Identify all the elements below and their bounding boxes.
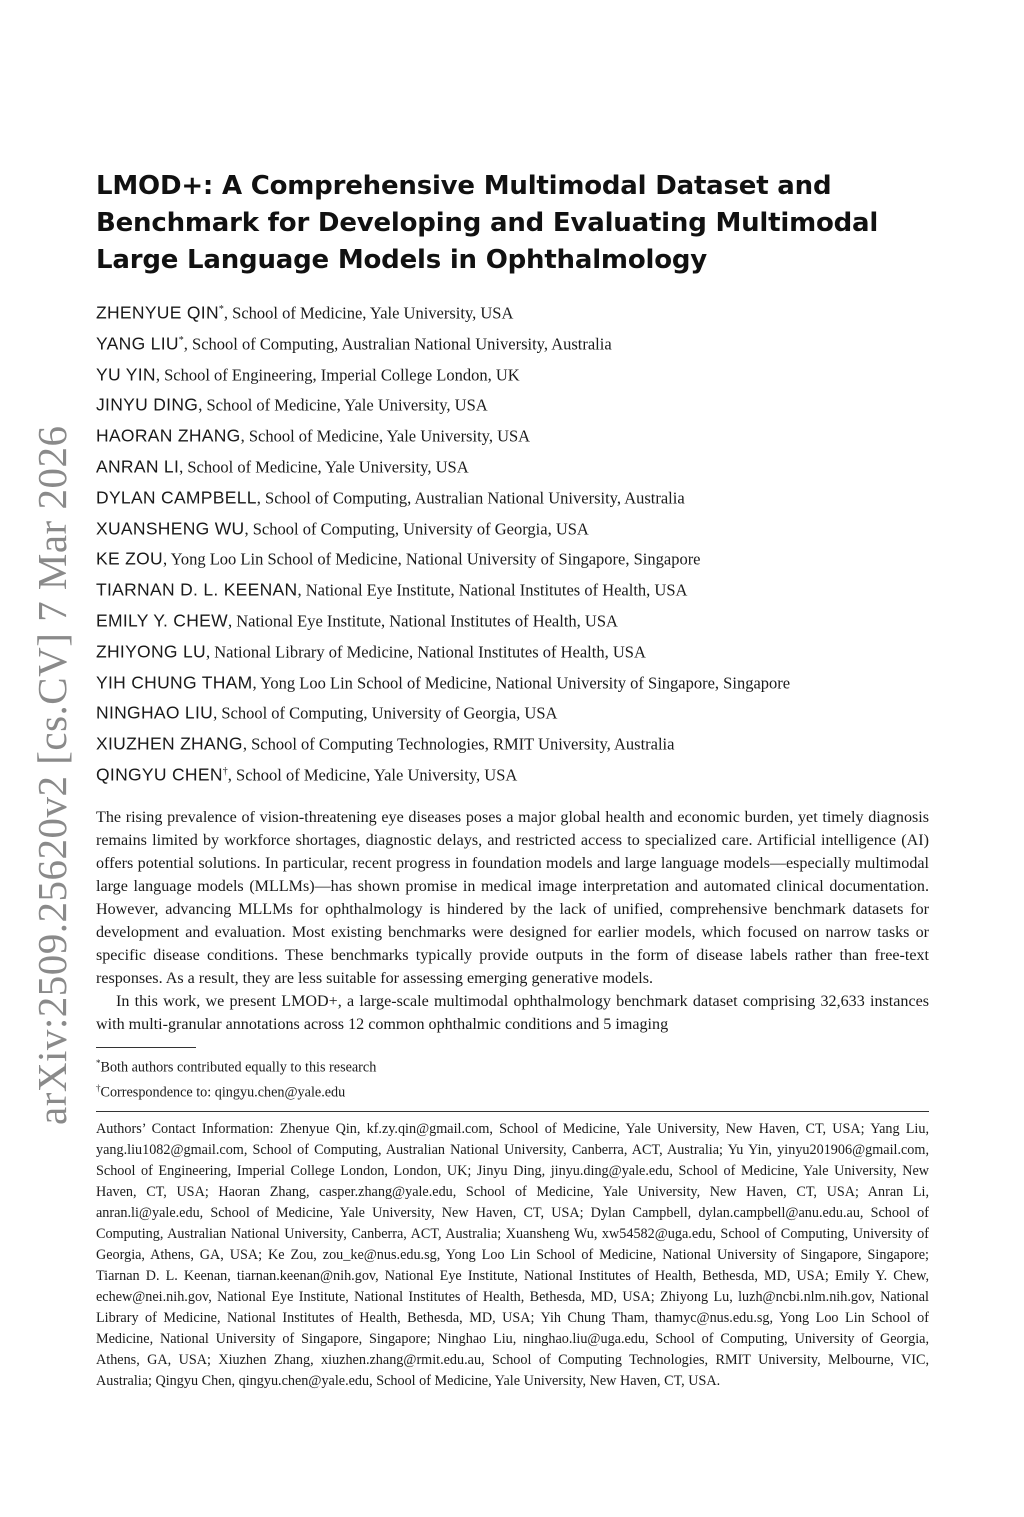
- author-affiliation: , School of Medicine, Yale University, USA: [179, 457, 469, 477]
- author-name: KE ZOU: [96, 548, 163, 569]
- author-name: YU YIN: [96, 364, 156, 385]
- author-affiliation: , Yong Loo Lin School of Medicine, National University of Singapore, Singapore: [252, 673, 791, 693]
- footnotes: [96, 1053, 929, 1104]
- author-name: XIUZHEN ZHANG: [96, 733, 243, 754]
- footnote-mark: †: [96, 1083, 101, 1094]
- author-entry: [96, 727, 929, 758]
- author-affiliation: , School of Computing, University of Georgia, USA: [244, 519, 589, 539]
- footnote-equal-contribution: [96, 1053, 929, 1079]
- abstract: [96, 806, 929, 1036]
- author-name: YANG LIU: [96, 333, 179, 354]
- author-affiliation: , National Library of Medicine, National Institutes of Health, USA: [205, 642, 646, 662]
- author-entry: [96, 696, 929, 727]
- authors-contact-information: Authors’ Contact Information: Zhenyue Qin, kf.zy.qin@gmail.com, School of Medicine, Yale University, New Haven, CT, USA; Yang Liu, yang.liu1082@gmail.com, School of Computing, Australian National University, Canberra, ACT, Australia; Yu Yin, yinyu201906@gmail.com, School of Engineering, Imperial College London, London, UK; Jinyu Ding, jinyu.ding@yale.edu, School of Medicine, Yale University, New Haven, CT, USA; Haoran Zhang, casper.zhang@yale.edu, School of Medicine, Yale University, New Haven, CT, USA; Anran Li, anran.li@yale.edu, School of Medicine, Yale University, New Haven, CT, USA; Dylan Campbell, dylan.campbell@anu.edu.au, School of Computing, Australian National University, Canberra, ACT, Australia; Xuansheng Wu, xw54582@uga.edu, School of Computing, University of Georgia, Athens, GA, USA; Ke Zou, zou_ke@nus.edu.sg, Yong Loo Lin School of Medicine, National University of Singapore, Singapore; Tiarnan D. L. Keenan, tiarnan.keenan@nih.gov, National Eye Institute, National Institutes of Health, Bethesda, MD, USA; Emily Y. Chew, echew@nei.nih.gov, National Eye Institute, National Institutes of Health, Bethesda, MD, USA; Zhiyong Lu, luzh@ncbi.nlm.nih.gov, National Library of Medicine, National Institutes of Health, Bethesda, MD, USA; Yih Chung Tham, thamyc@nus.edu.sg, Yong Loo Lin School of Medicine, National University of Singapore, Singapore; Ninghao Liu, ninghao.liu@uga.edu, School of Computing, University of Georgia, Athens, GA, USA; Xiuzhen Zhang, xiuzhen.zhang@rmit.edu.au, School of Computing Technologies, RMIT University, Melbourne, VIC, Australia; Qingyu Chen, qingyu.chen@yale.edu, School of Medicine, Yale University, New Haven, CT, USA.: [96, 1121, 929, 1390]
- author-entry: [96, 758, 929, 789]
- contact-info-rule: [96, 1111, 929, 1112]
- author-entry: [96, 296, 929, 327]
- author-affiliation: , School of Engineering, Imperial College London, UK: [155, 365, 520, 385]
- footnote-correspondence: [96, 1078, 929, 1104]
- author-affiliation: , School of Computing, Australian National University, Australia: [256, 488, 685, 508]
- author-affiliation: , School of Medicine, Yale University, USA: [198, 395, 488, 415]
- author-name: HAORAN ZHANG: [96, 425, 241, 446]
- author-name: QINGYU CHEN: [96, 764, 223, 785]
- author-entry: [96, 542, 929, 573]
- author-mark: †: [222, 765, 228, 777]
- author-affiliation: , School of Computing, University of Georgia, USA: [213, 703, 558, 723]
- author-entry: [96, 327, 929, 358]
- author-name: ZHIYONG LU: [96, 641, 206, 662]
- author-entry: [96, 666, 929, 697]
- abstract-paragraph-2: In this work, we present LMOD+, a large-scale multimodal ophthalmology benchmark dataset comprising 32,633 instances with multi-granular annotations across 12 common ophthalmic conditions and 5 imaging: [96, 992, 929, 1033]
- author-entry: [96, 419, 929, 450]
- author-affiliation: , School of Medicine, Yale University, USA: [240, 426, 531, 446]
- author-mark: *: [178, 334, 184, 346]
- author-affiliation: , National Eye Institute, National Institutes of Health, USA: [297, 580, 688, 600]
- author-name: ANRAN LI: [96, 456, 180, 477]
- author-affiliation: , School of Computing, Australian National University, Australia: [183, 334, 612, 354]
- author-name: EMILY Y. CHEW: [96, 610, 228, 631]
- author-name: XUANSHENG WU: [96, 518, 245, 539]
- author-affiliation: , School of Computing Technologies, RMIT University, Australia: [242, 734, 675, 754]
- author-affiliation: , National Eye Institute, National Institutes of Health, USA: [227, 611, 618, 631]
- author-entry: [96, 604, 929, 635]
- abstract-paragraph-1: The rising prevalence of vision-threatening eye diseases poses a major global health and economic burden, yet timely diagnosis remains limited by workforce shortages, diagnostic delays, and restricted access to specialized care. Artificial intelligence (AI) offers potential solutions. In particular, recent progress in foundation models and large language models—especially multimodal large language models (MLLMs)—has shown promise in medical image interpretation and automated clinical documentation. However, advancing MLLMs for ophthalmology is hindered by the lack of unified, comprehensive benchmark datasets for development and evaluation. Most existing benchmarks were designed for earlier models, which focused on narrow tasks or specific disease conditions. These benchmarks typically provide outputs in the form of disease labels rather than free-text responses. As a result, they are less suitable for assessing emerging generative models.: [96, 808, 929, 987]
- footnote-text: Both authors contributed equally to this research: [100, 1059, 377, 1076]
- footnote-text: Correspondence to: qingyu.chen@yale.edu: [100, 1085, 346, 1102]
- author-entry: [96, 512, 929, 543]
- author-mark: *: [218, 304, 224, 315]
- author-name: TIARNAN D. L. KEENAN: [96, 579, 298, 600]
- author-affiliation: , School of Medicine, Yale University, USA: [227, 765, 518, 785]
- author-entry: [96, 388, 929, 419]
- author-affiliation: , School of Medicine, Yale University, USA: [223, 303, 514, 323]
- footnote-rule: [96, 1047, 196, 1048]
- arxiv-identifier-stamp: arXiv:2509.25620v2 [cs.CV] 7 Mar 2026: [29, 425, 75, 1125]
- author-name: YIH CHUNG THAM: [96, 672, 253, 693]
- author-name: NINGHAO LIU: [96, 702, 214, 723]
- author-affiliation: , Yong Loo Lin School of Medicine, National University of Singapore, Singapore: [162, 549, 701, 569]
- author-name: DYLAN CAMPBELL: [96, 487, 257, 508]
- author-name: JINYU DING: [96, 394, 199, 415]
- author-entry: [96, 573, 929, 604]
- author-list: [96, 296, 929, 789]
- author-entry: [96, 450, 929, 481]
- author-name: ZHENYUE QIN: [96, 302, 219, 323]
- author-entry: [96, 481, 929, 512]
- footnote-mark: *: [96, 1057, 101, 1068]
- paper-first-page: [96, 168, 929, 1392]
- author-entry: [96, 358, 929, 389]
- author-entry: [96, 635, 929, 666]
- paper-title: LMOD+: A Comprehensive Multimodal Dataset and Benchmark for Developing and Evaluating Multimodal Large Language Models in Ophthalmology: [96, 171, 879, 275]
